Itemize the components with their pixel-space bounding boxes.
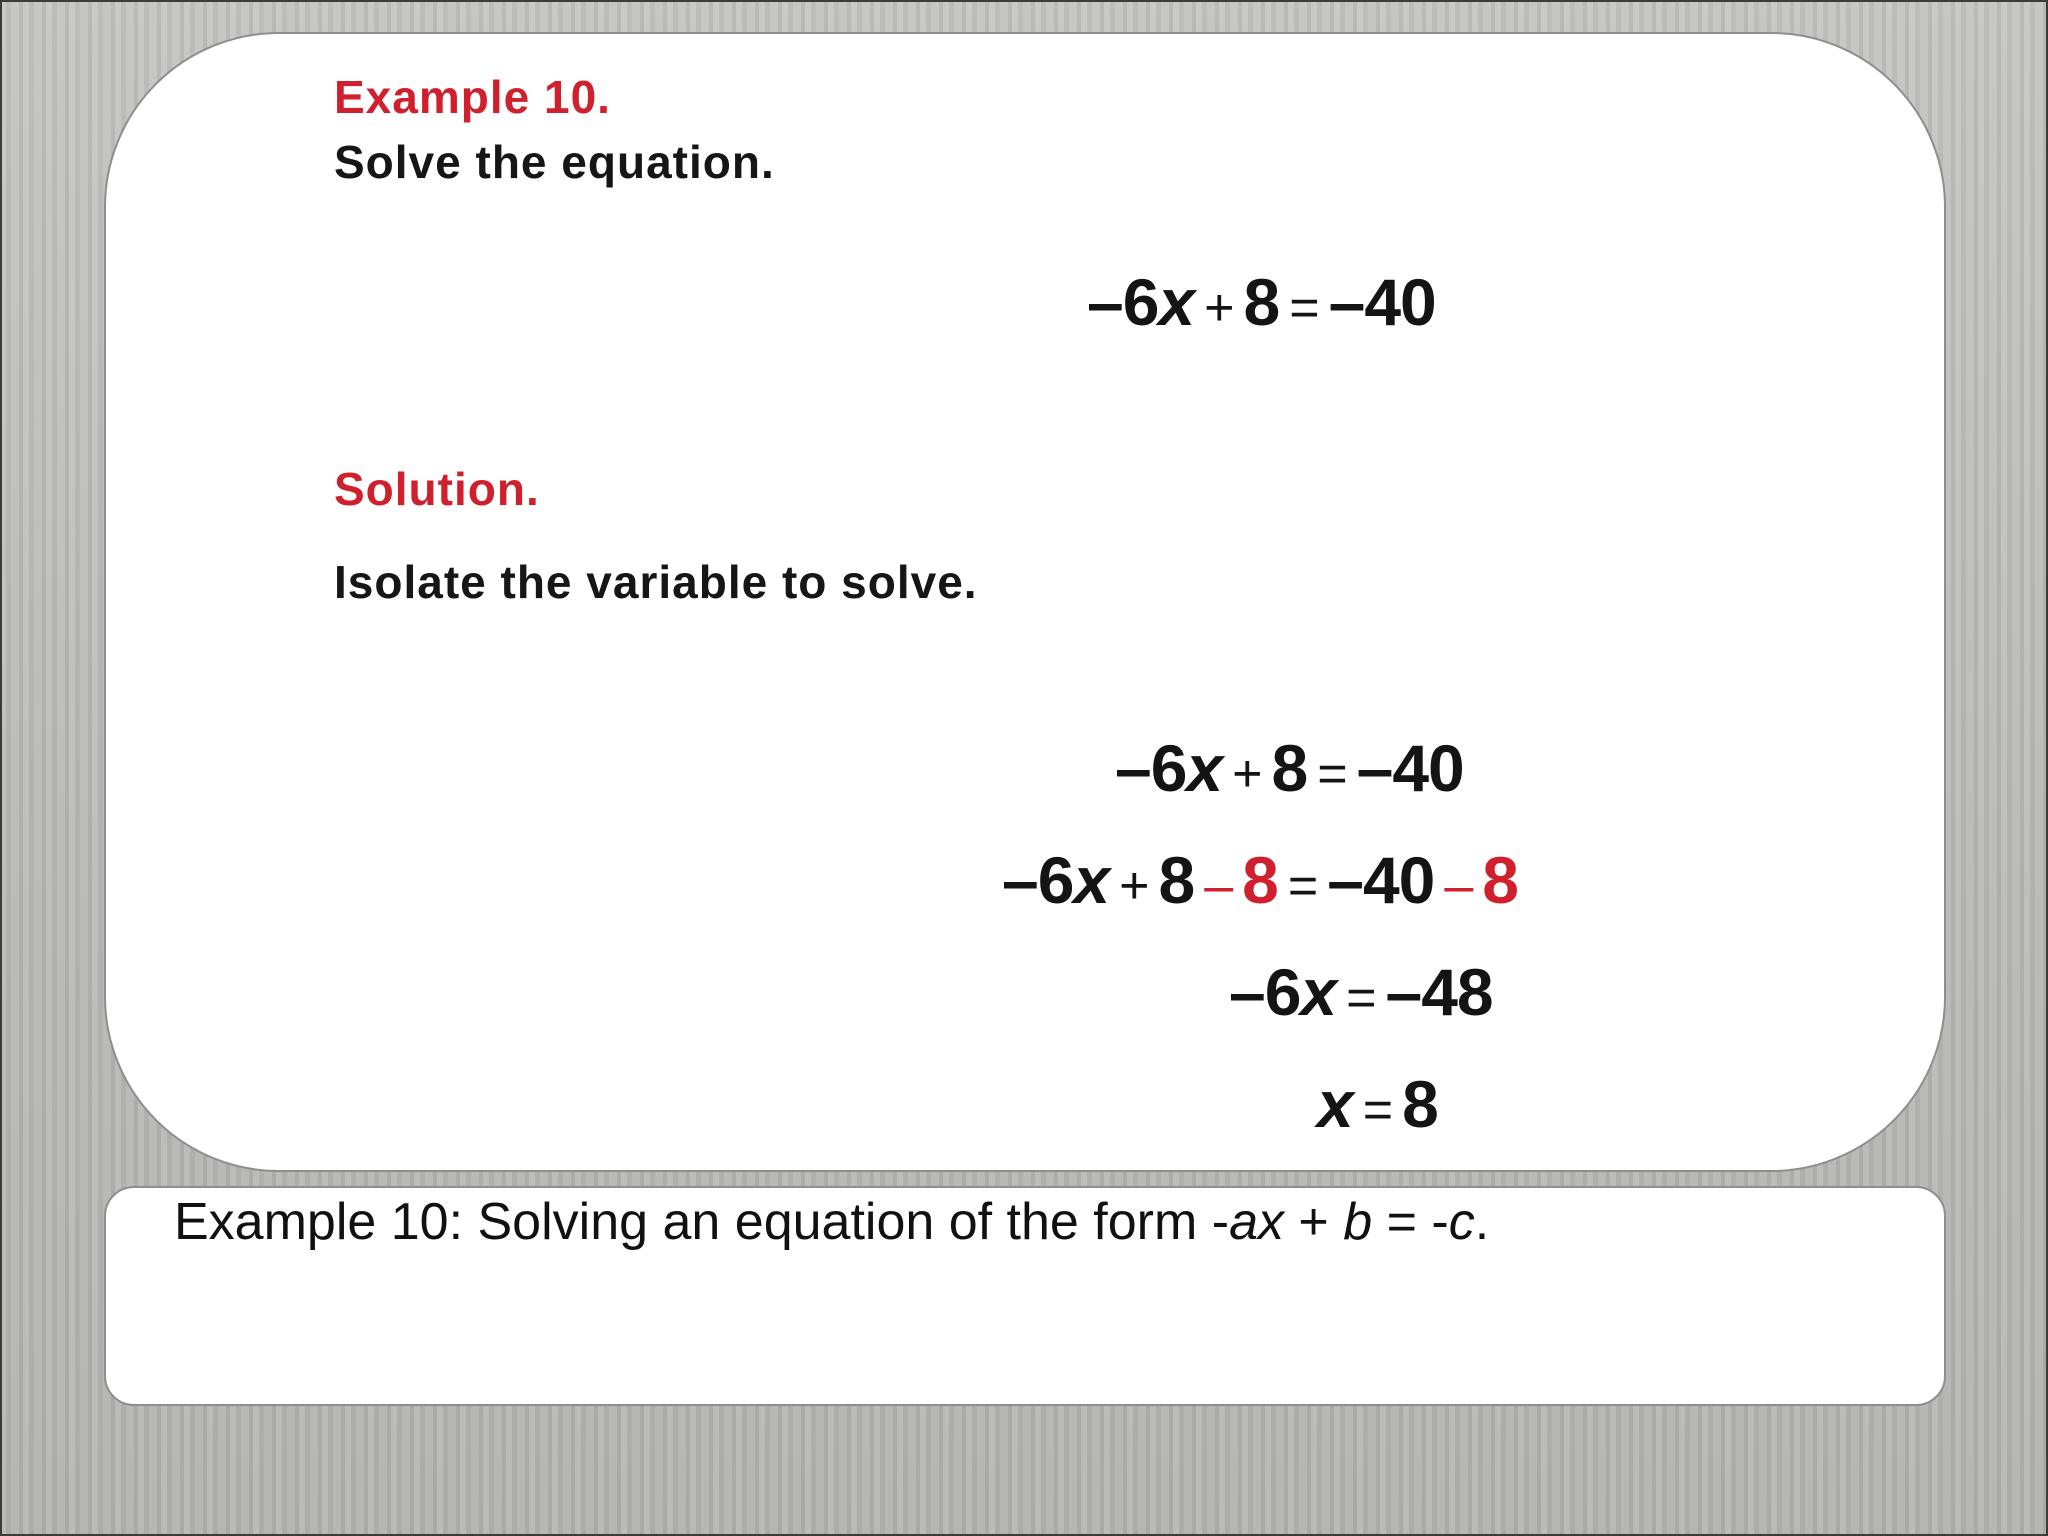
step-equals: =	[1346, 969, 1376, 1027]
step-plus: +	[1119, 857, 1149, 915]
example-heading: Example 10.	[334, 71, 611, 123]
step-rhs-subtract-value: 8	[1482, 843, 1519, 917]
step-plus: +	[1232, 745, 1262, 803]
solution-step-2	[1002, 842, 1518, 918]
solution-step-3	[1229, 954, 1493, 1030]
eq-rhs: –40	[1328, 265, 1436, 339]
caption-text	[174, 1192, 1489, 1252]
step-rhs: –40	[1356, 731, 1464, 805]
caption-prefix: Example 10: Solving an equation of the form -	[174, 1193, 1230, 1251]
step-equals: =	[1317, 745, 1347, 803]
step-rhs: –40	[1327, 843, 1435, 917]
step-coefficient: –6	[1229, 955, 1301, 1029]
step-rhs: 8	[1402, 1067, 1438, 1141]
solution-step-1	[1115, 730, 1464, 806]
step-variable: x	[1317, 1067, 1353, 1141]
eq-plus: +	[1204, 279, 1234, 337]
eq-equals: =	[1289, 279, 1319, 337]
caption-equals: = -	[1372, 1193, 1449, 1251]
eq-variable: x	[1158, 265, 1195, 339]
step-constant: 8	[1271, 731, 1308, 805]
step-subtract-op: –	[1204, 857, 1233, 915]
eq-constant: 8	[1243, 265, 1280, 339]
caption-plus: +	[1283, 1193, 1344, 1251]
solution-heading: Solution.	[334, 463, 540, 515]
step-coefficient: –6	[1002, 843, 1074, 917]
step-variable: x	[1073, 843, 1110, 917]
solution-instruction: Isolate the variable to solve.	[334, 556, 978, 608]
step-equals: =	[1287, 857, 1318, 915]
caption-end: .	[1474, 1193, 1490, 1251]
caption-c: c	[1448, 1193, 1475, 1251]
step-variable: x	[1300, 955, 1337, 1029]
problem-equation	[1087, 264, 1436, 340]
step-variable: x	[1186, 731, 1223, 805]
step-rhs: –48	[1385, 955, 1493, 1029]
step-equals: =	[1362, 1081, 1393, 1139]
caption-ax: ax	[1229, 1193, 1284, 1251]
step-constant: 8	[1158, 843, 1195, 917]
eq-coefficient: –6	[1087, 265, 1159, 339]
caption-b: b	[1343, 1193, 1373, 1251]
solution-step-4	[1317, 1066, 1438, 1142]
instruction-text: Solve the equation.	[334, 136, 775, 188]
step-subtract-value: 8	[1242, 843, 1278, 917]
step-rhs-subtract-op: –	[1444, 857, 1473, 915]
step-coefficient: –6	[1115, 731, 1187, 805]
